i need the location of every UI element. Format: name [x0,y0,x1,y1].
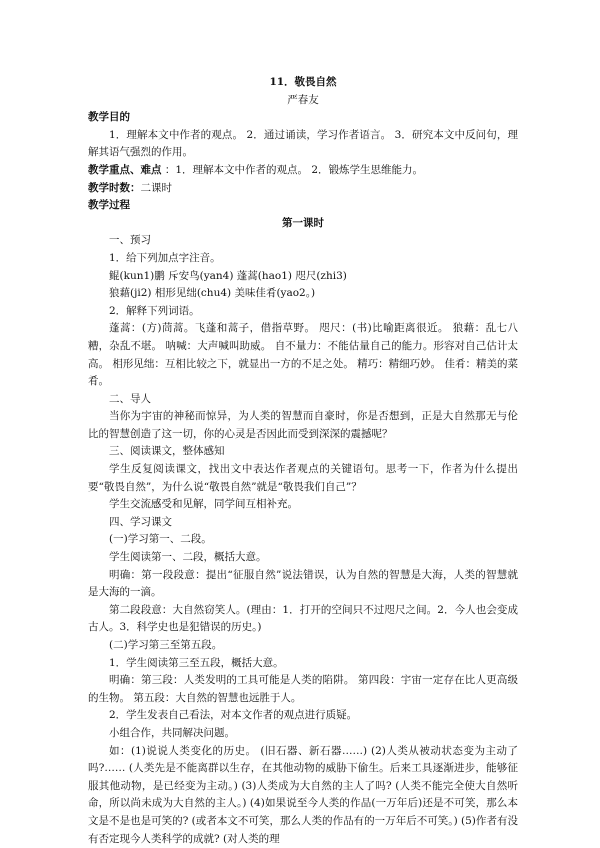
study-sub1-answer2: 第二段段意：大自然窃笑人。(理由：1．打开的空间只不过咫尺之间。2．今人也会变成古人。3．科学史也是犯错误的历史。) [88,603,518,634]
process-heading: 教学过程 [88,199,130,212]
study-examples: 如：(1)说说人类变化的历史。 (旧石器、新石器……) (2)人类从被动状态变为主动了吗?…… (人类先是不能离群以生存，在其他动物的威胁下偷生。后来工具逐渐进步，能够征服其他动物，是已经变为主动。) (3)人类成为大自然的主人了吗? (人类不能完全使大自然听命，所以尚未成为大自然的主人。) (4)如果说至今人类的作品(一万年后)还是不可笑，那么本文是不是也是可笑的? (或者本文不可笑，那么人类的作品有的一万年后不可笑。) (5)作者有没有否定现今人类科学的成就? (对人类的理 [88,744,518,845]
objectives-text: 1．理解本文中作者的观点。 2．通过诵读，学习作者语言。 3．研究本文中反问句，理解其语气强烈的作用。 [88,128,518,159]
study-sub2-answer [88,672,518,707]
study-heading: 四、学习课文 [109,515,172,528]
preview-definitions: 蓬蒿：(方)茼蒿。飞蓬和蒿子，借指草野。 咫尺：(书)比喻距离很近。 狼藉：乱七八糟，杂乱不堪。 呐喊：大声喊叫助威。 自不量力：不能估量自己的能力。形容对自己估计太高。 相形见绌：互相比较之下，就显出一方的不足之处。 精巧：精细巧妙。 佳肴：精美的菜肴。 [88,322,519,388]
answer-label: 明确： [109,674,142,687]
teaching-hours [88,180,518,198]
preview-q1: 1．给下列加点字注音。 [109,251,221,264]
answer-text: 第三段：人类发明的工具可能是人类的陷阱。 第四段：宇宙一定存在比人更高级的生物。 第五段：大自然的智慧也远胜于人。 [88,674,518,704]
lesson-title: 11．敬畏自然 [269,76,337,88]
study-sub2-task2: 2．学生发表自己看法，对本文作者的观点进行质疑。 [109,709,358,722]
author: 严春友 [287,93,319,106]
intro-heading: 二、导人 [109,392,151,405]
answer-label: 明确： [109,568,142,581]
reading-p2: 学生交流感受和见解，同学间互相补充。 [109,498,298,511]
study-group: 小组合作，共同解决问题。 [109,726,235,739]
document-body [88,74,518,848]
study-sub2: (二)学习第三至第五段。 [109,639,223,651]
reading-p1: 学生反复阅读课文，找出文中表达作者观点的关键语句。思考一下，作者为什么提出要“敬畏自然”，为什么说“敬畏自然”就是“敬畏我们自己”？ [88,463,518,493]
lesson1-heading: 第一课时 [282,216,324,229]
study-sub1-answer [88,567,518,602]
key-points-text: 1．理解本文中作者的观点。 2．锻炼学生思维能力。 [175,163,424,176]
study-sub1: (一)学习第一、二段。 [109,533,212,546]
key-points: 教学重点、难点 ：1．理解本文中作者的观点。 2．锻炼学生思维能力。 [88,163,424,176]
hours-heading: 教学时数： [88,181,141,194]
study-sub1-task: 学生阅读第一、二段，概括大意。 [109,551,267,564]
study-sub2-task: 1．学生阅读第三至五段，概括大意。 [109,656,284,669]
preview-heading: 一、预习 [109,234,151,247]
hours-text: 二课时 [140,181,172,194]
preview-q2: 2．解释下列词语。 [109,304,200,317]
answer-text: 第一段段意：提出“征服自然”说法错误，认为自然的智慧是大海，人类的智慧就是大海的一滴。 [88,568,519,599]
objectives-heading: 教学目的 [88,111,130,124]
preview-row2: 狼藉(ji2) 相形见绌(chu4) 美味佳肴(yao2。) [109,287,316,300]
reading-heading: 三、阅读课文，整体感知 [109,445,225,458]
preview-row1: 鲲(kun1)鹏 斥安鸟(yan4) 蓬蒿(hao1) 咫尺(zhi3) [109,269,347,282]
key-points-heading: 教学重点、难点 [88,163,162,176]
intro-text: 当你为宇宙的神秘而惊异，为人类的智慧而自豪时，你是否想到，正是大自然那无与伦比的智慧创造了这一切，你的心灵是否因此而受到深深的震撼呢？ [88,410,518,440]
